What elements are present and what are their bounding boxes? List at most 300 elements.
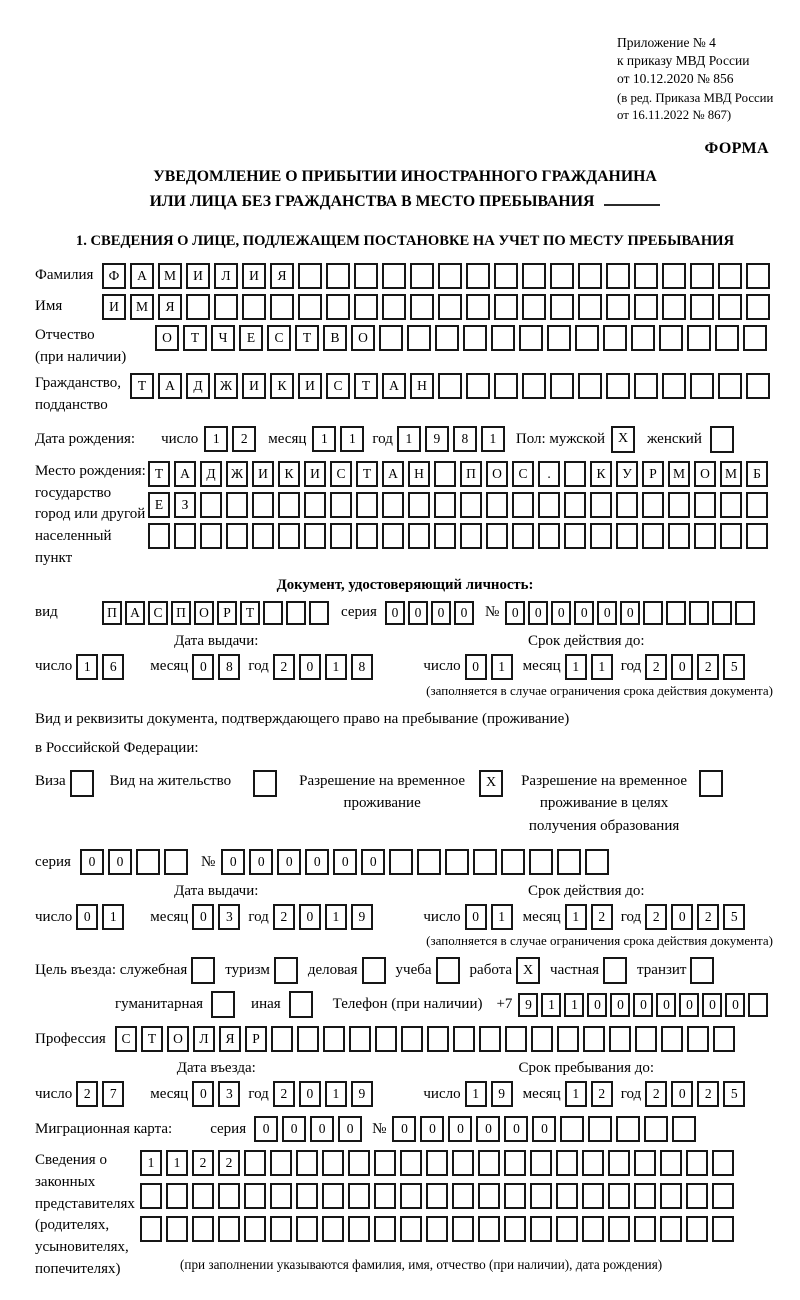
char-cell[interactable]: 1 — [102, 904, 124, 930]
char-cell[interactable] — [438, 294, 462, 320]
char-cell[interactable] — [608, 1216, 630, 1242]
char-cell[interactable]: 0 — [305, 849, 329, 875]
char-cell[interactable]: Д — [186, 373, 210, 399]
char-cell[interactable]: В — [323, 325, 347, 351]
char-cell[interactable] — [504, 1150, 526, 1176]
char-cell[interactable]: А — [382, 373, 406, 399]
char-cell[interactable]: 2 — [273, 904, 295, 930]
char-cell[interactable] — [494, 294, 518, 320]
char-cell[interactable] — [286, 601, 306, 625]
char-cell[interactable]: 0 — [385, 601, 405, 625]
char-cell[interactable]: 2 — [192, 1150, 214, 1176]
char-cell[interactable] — [244, 1183, 266, 1209]
char-cell[interactable] — [519, 325, 543, 351]
char-cell[interactable] — [244, 1216, 266, 1242]
char-cell[interactable] — [298, 263, 322, 289]
char-cell[interactable]: 0 — [192, 1081, 214, 1107]
char-cell[interactable]: 0 — [465, 904, 487, 930]
char-cell[interactable]: 8 — [351, 654, 373, 680]
char-cell[interactable] — [529, 849, 553, 875]
char-cell[interactable] — [296, 1216, 318, 1242]
char-cell[interactable]: Е — [239, 325, 263, 351]
char-cell[interactable]: . — [538, 461, 560, 487]
char-cell[interactable]: Т — [148, 461, 170, 487]
char-cell[interactable] — [407, 325, 431, 351]
char-cell[interactable] — [690, 263, 714, 289]
char-cell[interactable] — [662, 373, 686, 399]
char-cell[interactable]: 0 — [282, 1116, 306, 1142]
char-cell[interactable]: 0 — [702, 993, 722, 1017]
char-cell[interactable]: 2 — [645, 654, 667, 680]
char-cell[interactable]: Р — [245, 1026, 267, 1052]
char-cell[interactable]: 1 — [312, 426, 336, 452]
char-cell[interactable] — [322, 1216, 344, 1242]
char-cell[interactable]: 0 — [465, 654, 487, 680]
char-cell[interactable]: 6 — [102, 654, 124, 680]
char-cell[interactable] — [326, 263, 350, 289]
char-cell[interactable] — [530, 1183, 552, 1209]
char-cell[interactable] — [192, 1183, 214, 1209]
char-cell[interactable]: П — [102, 601, 122, 625]
char-cell[interactable]: 0 — [249, 849, 273, 875]
char-cell[interactable]: А — [125, 601, 145, 625]
char-cell[interactable] — [606, 263, 630, 289]
char-cell[interactable]: 5 — [723, 904, 745, 930]
char-cell[interactable] — [643, 601, 663, 625]
char-cell[interactable]: И — [242, 373, 266, 399]
char-cell[interactable] — [348, 1150, 370, 1176]
char-cell[interactable] — [270, 294, 294, 320]
char-cell[interactable]: 0 — [476, 1116, 500, 1142]
char-cell[interactable] — [438, 263, 462, 289]
char-cell[interactable] — [590, 492, 612, 518]
char-cell[interactable]: 1 — [565, 654, 587, 680]
char-cell[interactable]: 2 — [697, 1081, 719, 1107]
char-cell[interactable] — [309, 601, 329, 625]
char-cell[interactable]: 0 — [574, 601, 594, 625]
char-cell[interactable] — [634, 294, 658, 320]
char-cell[interactable] — [687, 325, 711, 351]
char-cell[interactable] — [466, 263, 490, 289]
char-cell[interactable]: 0 — [671, 904, 693, 930]
char-cell[interactable] — [271, 1026, 293, 1052]
char-cell[interactable] — [713, 1026, 735, 1052]
char-cell[interactable]: 1 — [565, 904, 587, 930]
char-cell[interactable]: Т — [130, 373, 154, 399]
char-cell[interactable] — [694, 523, 716, 549]
char-cell[interactable]: 1 — [465, 1081, 487, 1107]
char-cell[interactable] — [748, 993, 768, 1017]
char-cell[interactable]: 7 — [102, 1081, 124, 1107]
char-cell[interactable] — [460, 492, 482, 518]
char-cell[interactable] — [718, 373, 742, 399]
char-cell[interactable]: 0 — [656, 993, 676, 1017]
char-cell[interactable] — [298, 294, 322, 320]
char-cell[interactable] — [687, 1026, 709, 1052]
char-cell[interactable] — [410, 263, 434, 289]
char-cell[interactable]: 0 — [528, 601, 548, 625]
char-cell[interactable] — [252, 492, 274, 518]
purpose-humanitarian-checkbox[interactable] — [211, 991, 235, 1018]
char-cell[interactable]: О — [167, 1026, 189, 1052]
char-cell[interactable] — [660, 1216, 682, 1242]
char-cell[interactable] — [226, 492, 248, 518]
visa-checkbox[interactable] — [70, 770, 94, 797]
char-cell[interactable] — [214, 294, 238, 320]
char-cell[interactable]: О — [486, 461, 508, 487]
char-cell[interactable] — [200, 492, 222, 518]
char-cell[interactable] — [389, 849, 413, 875]
char-cell[interactable]: 2 — [273, 1081, 295, 1107]
char-cell[interactable] — [588, 1116, 612, 1142]
char-cell[interactable]: 2 — [232, 426, 256, 452]
char-cell[interactable]: Т — [141, 1026, 163, 1052]
char-cell[interactable] — [453, 1026, 475, 1052]
char-cell[interactable] — [263, 601, 283, 625]
char-cell[interactable] — [323, 1026, 345, 1052]
char-cell[interactable] — [356, 523, 378, 549]
char-cell[interactable] — [557, 1026, 579, 1052]
char-cell[interactable]: С — [512, 461, 534, 487]
char-cell[interactable]: 2 — [645, 904, 667, 930]
char-cell[interactable]: 0 — [277, 849, 301, 875]
char-cell[interactable] — [531, 1026, 553, 1052]
char-cell[interactable]: А — [382, 461, 404, 487]
char-cell[interactable]: И — [252, 461, 274, 487]
char-cell[interactable] — [400, 1183, 422, 1209]
char-cell[interactable] — [686, 1216, 708, 1242]
char-cell[interactable] — [746, 294, 770, 320]
char-cell[interactable] — [578, 373, 602, 399]
char-cell[interactable] — [374, 1150, 396, 1176]
char-cell[interactable]: 1 — [564, 993, 584, 1017]
char-cell[interactable] — [330, 492, 352, 518]
purpose-transit-checkbox[interactable] — [690, 957, 714, 984]
char-cell[interactable]: Р — [217, 601, 237, 625]
char-cell[interactable] — [606, 294, 630, 320]
char-cell[interactable] — [140, 1183, 162, 1209]
char-cell[interactable] — [661, 1026, 683, 1052]
char-cell[interactable] — [226, 523, 248, 549]
char-cell[interactable] — [296, 1183, 318, 1209]
char-cell[interactable] — [590, 523, 612, 549]
char-cell[interactable]: У — [616, 461, 638, 487]
char-cell[interactable]: 1 — [76, 654, 98, 680]
char-cell[interactable] — [504, 1216, 526, 1242]
char-cell[interactable]: М — [130, 294, 154, 320]
char-cell[interactable] — [522, 263, 546, 289]
char-cell[interactable] — [642, 492, 664, 518]
char-cell[interactable] — [746, 523, 768, 549]
char-cell[interactable] — [550, 294, 574, 320]
char-cell[interactable] — [486, 523, 508, 549]
char-cell[interactable] — [556, 1183, 578, 1209]
char-cell[interactable]: 1 — [541, 993, 561, 1017]
edu-permit-checkbox[interactable] — [699, 770, 723, 797]
char-cell[interactable]: Я — [158, 294, 182, 320]
char-cell[interactable] — [634, 1150, 656, 1176]
char-cell[interactable]: 0 — [76, 904, 98, 930]
char-cell[interactable] — [374, 1216, 396, 1242]
char-cell[interactable] — [634, 1216, 656, 1242]
char-cell[interactable] — [718, 263, 742, 289]
char-cell[interactable] — [660, 1150, 682, 1176]
char-cell[interactable] — [330, 523, 352, 549]
char-cell[interactable]: С — [148, 601, 168, 625]
char-cell[interactable] — [494, 263, 518, 289]
char-cell[interactable] — [478, 1150, 500, 1176]
char-cell[interactable] — [505, 1026, 527, 1052]
char-cell[interactable]: 2 — [697, 654, 719, 680]
char-cell[interactable]: 0 — [679, 993, 699, 1017]
char-cell[interactable] — [466, 294, 490, 320]
char-cell[interactable] — [560, 1116, 584, 1142]
char-cell[interactable] — [218, 1216, 240, 1242]
char-cell[interactable]: 0 — [610, 993, 630, 1017]
char-cell[interactable] — [686, 1183, 708, 1209]
char-cell[interactable]: 0 — [408, 601, 428, 625]
char-cell[interactable] — [426, 1183, 448, 1209]
char-cell[interactable] — [166, 1216, 188, 1242]
char-cell[interactable] — [140, 1216, 162, 1242]
char-cell[interactable]: З — [174, 492, 196, 518]
char-cell[interactable]: С — [330, 461, 352, 487]
char-cell[interactable]: И — [298, 373, 322, 399]
char-cell[interactable] — [426, 1150, 448, 1176]
char-cell[interactable] — [603, 325, 627, 351]
char-cell[interactable]: 1 — [140, 1150, 162, 1176]
char-cell[interactable] — [672, 1116, 696, 1142]
char-cell[interactable] — [186, 294, 210, 320]
char-cell[interactable]: Я — [219, 1026, 241, 1052]
purpose-study-checkbox[interactable] — [436, 957, 460, 984]
char-cell[interactable]: П — [171, 601, 191, 625]
char-cell[interactable] — [575, 325, 599, 351]
char-cell[interactable] — [715, 325, 739, 351]
char-cell[interactable] — [354, 263, 378, 289]
char-cell[interactable]: 1 — [491, 654, 513, 680]
char-cell[interactable] — [304, 492, 326, 518]
char-cell[interactable]: 0 — [420, 1116, 444, 1142]
char-cell[interactable]: 2 — [273, 654, 295, 680]
char-cell[interactable] — [408, 492, 430, 518]
char-cell[interactable] — [746, 263, 770, 289]
char-cell[interactable] — [304, 523, 326, 549]
char-cell[interactable]: 1 — [204, 426, 228, 452]
char-cell[interactable] — [166, 1183, 188, 1209]
char-cell[interactable] — [585, 849, 609, 875]
char-cell[interactable]: Я — [270, 263, 294, 289]
char-cell[interactable] — [242, 294, 266, 320]
char-cell[interactable]: К — [278, 461, 300, 487]
char-cell[interactable] — [463, 325, 487, 351]
char-cell[interactable] — [494, 373, 518, 399]
char-cell[interactable] — [434, 523, 456, 549]
char-cell[interactable]: С — [115, 1026, 137, 1052]
char-cell[interactable]: 0 — [597, 601, 617, 625]
char-cell[interactable] — [460, 523, 482, 549]
char-cell[interactable]: 0 — [310, 1116, 334, 1142]
char-cell[interactable] — [522, 294, 546, 320]
char-cell[interactable] — [564, 523, 586, 549]
char-cell[interactable] — [244, 1150, 266, 1176]
char-cell[interactable]: 8 — [453, 426, 477, 452]
char-cell[interactable] — [631, 325, 655, 351]
char-cell[interactable]: 1 — [166, 1150, 188, 1176]
char-cell[interactable] — [746, 492, 768, 518]
char-cell[interactable] — [616, 492, 638, 518]
char-cell[interactable]: Л — [214, 263, 238, 289]
char-cell[interactable] — [538, 492, 560, 518]
char-cell[interactable] — [400, 1150, 422, 1176]
char-cell[interactable] — [662, 263, 686, 289]
char-cell[interactable]: 1 — [325, 654, 347, 680]
char-cell[interactable] — [743, 325, 767, 351]
char-cell[interactable] — [690, 373, 714, 399]
purpose-work-checkbox[interactable]: X — [516, 957, 540, 984]
char-cell[interactable]: 0 — [551, 601, 571, 625]
char-cell[interactable]: Ж — [214, 373, 238, 399]
char-cell[interactable] — [746, 373, 770, 399]
char-cell[interactable] — [556, 1216, 578, 1242]
char-cell[interactable]: 5 — [723, 1081, 745, 1107]
purpose-private-checkbox[interactable] — [603, 957, 627, 984]
char-cell[interactable] — [690, 294, 714, 320]
char-cell[interactable] — [354, 294, 378, 320]
char-cell[interactable]: 0 — [620, 601, 640, 625]
char-cell[interactable] — [192, 1216, 214, 1242]
char-cell[interactable]: К — [590, 461, 612, 487]
char-cell[interactable] — [452, 1216, 474, 1242]
char-cell[interactable]: 0 — [633, 993, 653, 1017]
purpose-business-checkbox[interactable] — [362, 957, 386, 984]
char-cell[interactable] — [473, 849, 497, 875]
char-cell[interactable]: 9 — [425, 426, 449, 452]
char-cell[interactable]: О — [351, 325, 375, 351]
char-cell[interactable] — [582, 1150, 604, 1176]
char-cell[interactable] — [550, 373, 574, 399]
char-cell[interactable]: 0 — [587, 993, 607, 1017]
char-cell[interactable] — [689, 601, 709, 625]
char-cell[interactable] — [218, 1183, 240, 1209]
char-cell[interactable] — [417, 849, 441, 875]
char-cell[interactable]: Ж — [226, 461, 248, 487]
char-cell[interactable]: И — [242, 263, 266, 289]
char-cell[interactable] — [694, 492, 716, 518]
purpose-tourism-checkbox[interactable] — [274, 957, 298, 984]
char-cell[interactable] — [270, 1150, 292, 1176]
char-cell[interactable]: 1 — [565, 1081, 587, 1107]
char-cell[interactable] — [522, 373, 546, 399]
char-cell[interactable]: Н — [410, 373, 434, 399]
char-cell[interactable]: Е — [148, 492, 170, 518]
char-cell[interactable] — [564, 461, 586, 487]
char-cell[interactable] — [382, 523, 404, 549]
char-cell[interactable] — [504, 1183, 526, 1209]
char-cell[interactable]: 0 — [671, 654, 693, 680]
char-cell[interactable]: Т — [183, 325, 207, 351]
sex-male-checkbox[interactable]: X — [611, 426, 635, 453]
char-cell[interactable] — [634, 373, 658, 399]
char-cell[interactable] — [606, 373, 630, 399]
char-cell[interactable]: 3 — [218, 1081, 240, 1107]
char-cell[interactable]: 0 — [254, 1116, 278, 1142]
char-cell[interactable]: 0 — [192, 904, 214, 930]
char-cell[interactable]: Б — [746, 461, 768, 487]
char-cell[interactable] — [712, 1150, 734, 1176]
char-cell[interactable] — [635, 1026, 657, 1052]
char-cell[interactable]: 0 — [108, 849, 132, 875]
char-cell[interactable]: О — [694, 461, 716, 487]
char-cell[interactable] — [164, 849, 188, 875]
char-cell[interactable] — [438, 373, 462, 399]
char-cell[interactable]: 0 — [725, 993, 745, 1017]
char-cell[interactable] — [530, 1216, 552, 1242]
char-cell[interactable] — [642, 523, 664, 549]
char-cell[interactable]: 0 — [299, 654, 321, 680]
char-cell[interactable] — [148, 523, 170, 549]
char-cell[interactable] — [616, 523, 638, 549]
char-cell[interactable]: О — [155, 325, 179, 351]
char-cell[interactable]: 0 — [431, 601, 451, 625]
char-cell[interactable]: Т — [354, 373, 378, 399]
char-cell[interactable]: 2 — [591, 904, 613, 930]
residence-permit-checkbox[interactable] — [253, 770, 277, 797]
char-cell[interactable] — [296, 1150, 318, 1176]
temp-permit-checkbox[interactable]: X — [479, 770, 503, 797]
char-cell[interactable]: А — [130, 263, 154, 289]
char-cell[interactable]: 9 — [491, 1081, 513, 1107]
char-cell[interactable] — [659, 325, 683, 351]
char-cell[interactable] — [720, 492, 742, 518]
char-cell[interactable] — [452, 1183, 474, 1209]
char-cell[interactable]: 8 — [218, 654, 240, 680]
char-cell[interactable]: М — [668, 461, 690, 487]
char-cell[interactable] — [252, 523, 274, 549]
char-cell[interactable] — [556, 1150, 578, 1176]
char-cell[interactable] — [401, 1026, 423, 1052]
char-cell[interactable]: А — [158, 373, 182, 399]
char-cell[interactable] — [478, 1183, 500, 1209]
char-cell[interactable]: Т — [356, 461, 378, 487]
char-cell[interactable] — [375, 1026, 397, 1052]
char-cell[interactable]: М — [720, 461, 742, 487]
char-cell[interactable] — [634, 263, 658, 289]
char-cell[interactable]: 0 — [671, 1081, 693, 1107]
char-cell[interactable]: П — [460, 461, 482, 487]
char-cell[interactable]: 1 — [481, 426, 505, 452]
char-cell[interactable]: 9 — [351, 904, 373, 930]
char-cell[interactable]: 0 — [338, 1116, 362, 1142]
char-cell[interactable]: Д — [200, 461, 222, 487]
char-cell[interactable] — [666, 601, 686, 625]
char-cell[interactable]: К — [270, 373, 294, 399]
char-cell[interactable] — [427, 1026, 449, 1052]
char-cell[interactable] — [374, 1183, 396, 1209]
char-cell[interactable] — [382, 492, 404, 518]
char-cell[interactable]: 0 — [333, 849, 357, 875]
char-cell[interactable] — [297, 1026, 319, 1052]
char-cell[interactable]: 0 — [80, 849, 104, 875]
char-cell[interactable]: 0 — [361, 849, 385, 875]
char-cell[interactable]: 0 — [454, 601, 474, 625]
char-cell[interactable]: Р — [642, 461, 664, 487]
char-cell[interactable]: 0 — [392, 1116, 416, 1142]
purpose-other-checkbox[interactable] — [289, 991, 313, 1018]
char-cell[interactable] — [712, 1183, 734, 1209]
char-cell[interactable] — [322, 1150, 344, 1176]
char-cell[interactable] — [668, 492, 690, 518]
